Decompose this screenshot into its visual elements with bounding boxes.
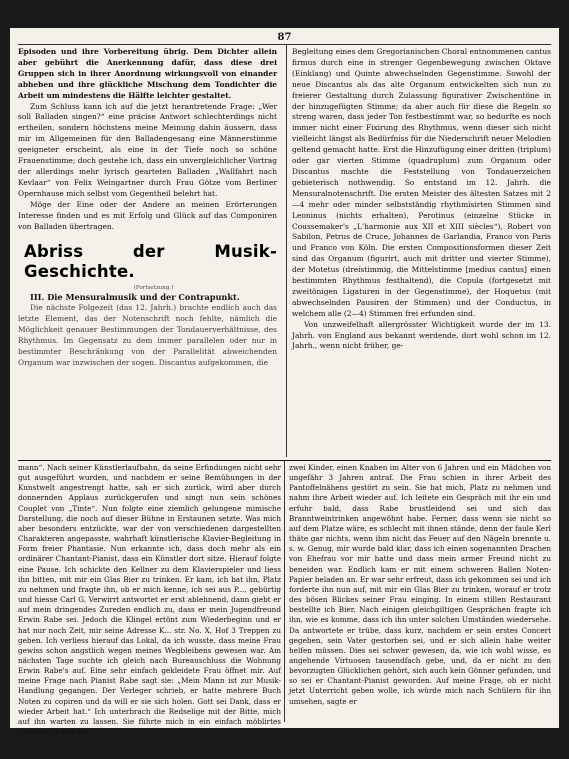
lower-section: [18, 460, 551, 737]
ballad-closing-paragraph: Möge der Eine oder der Andere an meinen Erörterungen Interesse finden und es mit Erfolg und Glück auf das Componiren von Balladen übertragen.: [18, 199, 277, 231]
lower-right-column: [289, 463, 551, 722]
discantus-paragraph: Begleitung eines dem Gregorianischen Choral entnommenen cantus firmus durch eine in strenger Gegenbewegung zwischen Oktave (Einklang) und Quinte abwechselnden Gegenstimme. Sowohl der neue Discantus als das alte Organum entwickelten sich nun zu freierer Gestaltung durch Zulassung figurativer Zwischentöne in der hinzugefügten Stimme; da aber auch für diese die Regeln so streng waren, dass jeder Ton festbestimmt war, so bedurfte es noch immer nicht einer Fixirung des Rhythmus, wenn dieser sich nicht vielleicht längst als Bedürfniss für die Niederschrift neuer Melodien geltend gemacht hatte. Erst die Hinzufügung einer dritten (triplum) oder gar vierten Stimme (quadruplum) zum Organum oder Discantus machte die Feststellung von Tondauerzeichen gebieterisch nothwendig. So entstand im 12. Jahrh. die Mensuralnotenschrift. Die ersten Meister des ältesten Satzes mit 2—4 mehr oder minder selbstständig rhythmisirten Stimmen sind Leoninus (nichts erhalten), Perotinus (einzelne Stücke in Coussemaker's „L'harmonie aux XII et XIII siècles“), Robert von Sabilon, Petrus de Cruce, Johannes de Garlandia, Franco von Paris und Franco von Köln. Die ersten Compositionsformen dieser Zeit sind das Organum (figurirt, auch mit dritter und vierter Stimme), der Motetus (dreistimmig, die Mittelstimme [medius cantus] einen bestimmten Rhythmus festhaltend), die Copula (fortgesetzt mit zweitönigen Ligaturen in der Gegenstimme), der Hoquetus (mit abwechselnden Pausiren der Stimmen) und der Conductus, in welchem alle (2—4) Stimmen frei erfunden sind.: [292, 47, 551, 318]
ballad-conclusion-paragraph: Zum Schluss kann ich auf die jetzt herantretende Frage: „Wer soll Balladen singen?“ eine präcise Antwort schlechterdings nicht ertheilen, sondern höchstens meine Meinung dahin äussern, dass mir im Allgemeinen für den Balladengesang eine Männerstimme geeigneter erscheint, als eine in der Tiefe noch so schöne Frauenstimme; doch gestehe ich, dass ein unvergleichlicher Vortrag der allerdings mehr lyrisch gearteten Balladen „Wallfahrt nach Kevlaar“ von Felix Weingartner durch Frau Götze vom Berliner Opernhause mich selbst vom Gegentheil belehrt hat.: [18, 101, 277, 198]
history-intro-paragraph: Die nächste Folgezeit (das 12. Jahrh.) brachte endlich auch das letzte Element, das der Notenschrift noch fehlte, nämlich die Möglichkeit genauer Bestimmungen der Tondauerverhältnisse, des Rhythmus. Im Gegensatz zu dem immer parallelen oder nur in bestimmter Beschränkung von der Parallelität abweichenden Organum war inzwischen der sogen. Discantus aufgekommen, die: [18, 303, 277, 367]
english-influence-paragraph: Von unzweifelhaft allergrösster Wichtigkeit wurde der im 13. Jahrh. von England aus bekannt werdende, dort wohl schon im 12. Jahrh., wenn nicht früher, ge-: [292, 319, 551, 351]
upper-right-column: [292, 47, 551, 457]
newspaper-page: [10, 28, 559, 737]
column-divider: [284, 461, 285, 722]
story-paragraph-right: zwei Kinder, einen Knaben im Alter von 6 Jahren und ein Mädchen von ungefähr 3 Jahren antraf. Die Frau schien in ihrer Arbeit des Pantoffelnähens gestört zu sein. Sie bat mich, Platz zu nehmen und nahm ihre Arbeit wieder auf. Ich leitete ein Gespräch mit ihr ein und erfuhr bald, dass Rabe brustleidend sei und sich das Branntweintrinken angewöhnt habe. Ferner, dass wenn sie nicht so auf dem Platze wäre, es schlecht mit ihnen stände, denn der faule Kerl thäte gar nichts, wenn ihm nicht das Feuer auf den Nägeln brennte u. s. w. Genug, mir wurde bald klar, dass ich einen sogenannten Drachen von Ehefrau vor mir hatte und dass mein armer Freund nicht zu beneiden war. Endlich kam er mit einem schweren Ballen Noten-Papier beladen an. Er war sehr erfreut, dass ich gekommen sei und ich forderte ihn nun auf, mit mir ein Glas Bier zu trinken, worauf er trotz des bösen Blickes seiner Frau einging. In einem stillen Restaurant bestellte ich Bier. Nach einigen gleichgiltigen Gesprächen fragte ich ihn, wie es komme, dass ich ihn unter solchen Umständen wiedersehe. Da antwortete er trübe, dass kurz, nachdem er sein erstes Concert gegeben, sein Vater gestorben sei, und er sich allein habe weiter helfen müssen. Dies sei schwer gewesen, da, wie ich wohl wisse, es angehende Virtuosen tausendfach gebe, und, da er nicht zu den bevorzugten Glücklichen gehört, sich auch kein Gönner gefunden, und so sei er Chantant-Pianist geworden. Auf meine Frage, ob er nicht jetzt Unterricht geben wolle, ich würde mich nach Schülern für ihn umsehen, sagte er: [289, 463, 551, 706]
section-subheading: III. Die Mensuralmusik und der Contrapunkt.: [30, 292, 240, 303]
page-number: 87: [277, 32, 292, 43]
lower-left-column: [18, 463, 281, 737]
article-heading: Abriss der Musik-Geschichte.: [24, 242, 277, 282]
column-divider: [286, 45, 287, 457]
ballad-ending-paragraph: Episoden und ihre Vorbereitung übrig. Dem Dichter allein aber gebührt die Anerkennung dafür, dass diese drei Gruppen sich in ihrer Anordnung wirkungsvoll von einander abheben und ihre glückliche Mischung dem Tondichter die Arbeit um mindestens die Hälfte leichter gestaltet.: [18, 47, 277, 100]
upper-section: [18, 44, 551, 457]
continuation-note: (Fortsetzung.): [133, 285, 174, 292]
story-paragraph-left: mann“. Nach seiner Künstlerlaufbahn, da seine Erfindungen nicht sehr gut ausgeführt wurden, und nachdem er seine Bemühungen in der Kunstwelt angestrengt hatte, sah er sich zurück, wird aber durch donnernden Applaus zurückgerufen und singt nun sein schönes Couplet von „Tinte“. Nun folgte eine ziemlich gelungene mimische Darstellung, die noch auf dieser Bühne in Erstaunen setzte. Was mich aber besonders entzückte, war der von verschiedenen dargestellten Charakteren angepasste, wahrhaft künstlerische Klavier-Begleitung in Form freier Phantasie. Nun erkannte ich, dass doch mehr als ein ordinärer Chantant-Pianist, dass ein Künstler dort sitze. Hierauf folgte eine Pause. Ich schickte den Kellner zu dem Klavierspieler und liess ihn bitten, mit mir ein Glas Bier zu trinken. Er kam, ich bat ihn, Platz zu nehmen und fragte ihn, ob er mich kenne, ich sei aus P..., gebürtig und hiesse Carl G. Verwirrt antwortet er erst ablehnend, dann giebt er auf mein dringendes Zureden endlich zu, dass er mein Jugendfreund Erwin Rabe sei. Jedoch die Klingel ertönt zum Wiederbeginn und er hat nur noch Zeit, mir seine Adresse K... str. No. X, Hof 3 Treppen zu geben. Ich verliess hierauf das Lokal, da ich wusste, dass meine Frau gewiss schon angstlich wegen meines Wegbleibens gewesen war. Am nächsten Tage suchte ich gleich nach Bureauschluss die Wohnung Erwin Rabe's auf. Eine sehr einfach gekleidete Frau öffnet mir. Auf meine Frage nach Pianist Rabe sagt sie: „Mein Mann ist zur Musik-Handlung gegangen. Der Verleger schrieb, er hatte mehrere Buch Noten zu copiren und da will er sie sich holen. Gott sei Dank, dass er wieder Arbeit hat.“ Ich unterbrach die Redselige mit der Bitte, mich auf ihn warten zu lassen. Sie führte mich in ein einfach möblirtes Zimmer, in dem ich: [18, 463, 281, 737]
upper-left-column: [18, 47, 277, 457]
